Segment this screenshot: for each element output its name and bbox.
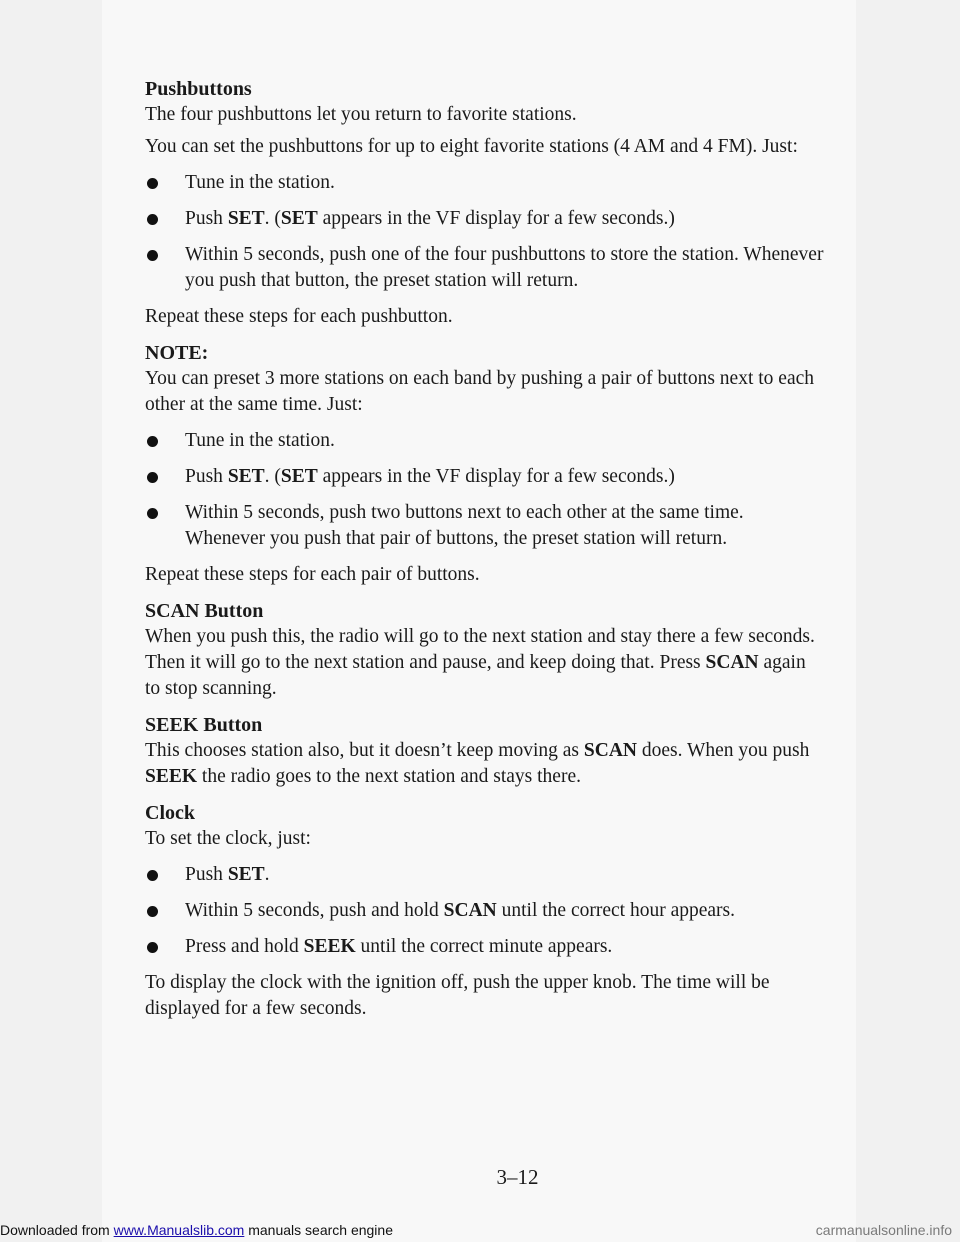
note-section [145,340,825,418]
set-label: SET [227,466,265,487]
bullet-icon [147,178,158,189]
seek-heading: SEEK Button [145,714,263,736]
step-text: . ( [264,208,281,229]
scan-text: again to stop scanning. [145,652,806,699]
bullet-icon [147,436,158,447]
seek-text: This chooses station also, but it doesn’t keep moving as [145,740,584,761]
set-label: SET [227,864,265,885]
step-text: appears in the VF display for a few seconds.) [317,208,675,229]
scan-section [145,598,825,702]
list-item [145,206,825,232]
scan-label: SCAN [583,740,637,761]
note-steps [145,428,825,552]
list-item [145,242,825,294]
note-heading: NOTE: [145,342,209,364]
list-item [145,934,825,960]
seek-section [145,712,825,790]
bullet-icon [147,508,158,519]
list-item [145,464,825,490]
bullet-icon [147,906,158,917]
step-text: until the correct hour appears. [496,900,735,921]
bullet-icon [147,942,158,953]
step-text: Push [185,208,228,229]
set-label: SET [280,466,318,487]
note-text: You can preset 3 more stations on each band by pushing a pair of buttons next to each other at the same time. Just: [145,368,814,415]
step-text: Tune in the station. [185,430,335,451]
step-text: until the correct minute appears. [355,936,613,957]
page-content [145,76,825,1032]
seek-label: SEEK [303,936,356,957]
bullet-icon [147,472,158,483]
scan-text: When you push this, the radio will go to the next station and stay there a few seconds. Then it will go to the next station and pause, and keep doing that. Press [145,626,815,673]
pushbuttons-repeat: Repeat these steps for each pushbutton. [145,306,453,327]
clock-display: To display the clock with the ignition off, push the upper knob. The time will be displayed for a few seconds. [145,972,770,1019]
step-text: Within 5 seconds, push and hold [185,900,444,921]
step-text: Press and hold [185,936,304,957]
seek-text: does. When you push [636,740,810,761]
step-text: Push [185,466,228,487]
download-footer [0,1222,393,1238]
footer-prefix: Downloaded from [0,1222,114,1238]
step-text: Within 5 seconds, push one of the four pushbuttons to store the station. Whenever you push that button, the preset station will return. [185,244,824,291]
page-number: 3–12 [496,1165,539,1189]
clock-heading: Clock [145,802,195,824]
bullet-icon [147,214,158,225]
set-label: SET [227,208,265,229]
scan-label: SCAN [443,900,497,921]
manualslib-link[interactable]: www.Manualslib.com [113,1222,245,1238]
bullet-icon [147,250,158,261]
clock-section [145,800,825,852]
pushbuttons-instruction: You can set the pushbuttons for up to eight favorite stations (4 AM and 4 FM). Just: [145,136,798,157]
pushbuttons-steps [145,170,825,294]
step-text: Within 5 seconds, push two buttons next to each other at the same time. Whenever you push that pair of buttons, the preset station will return. [185,502,744,549]
watermark: carmanualsonline.info [815,1222,952,1238]
step-text: . ( [264,466,281,487]
scan-heading: SCAN Button [145,600,264,622]
seek-label: SEEK [145,766,198,787]
step-text: Push [185,864,228,885]
step-text: Tune in the station. [185,172,335,193]
pushbuttons-section [145,76,825,128]
clock-steps [145,862,825,960]
list-item [145,500,825,552]
step-text: appears in the VF display for a few seconds.) [317,466,675,487]
set-label: SET [280,208,318,229]
list-item [145,170,825,196]
list-item [145,862,825,888]
pushbuttons-intro: The four pushbuttons let you return to favorite stations. [145,104,577,125]
clock-intro: To set the clock, just: [145,828,311,849]
seek-text: the radio goes to the next station and stays there. [197,766,581,787]
pushbuttons-heading: Pushbuttons [145,78,252,100]
list-item [145,898,825,924]
step-text: . [264,864,270,885]
bullet-icon [147,870,158,881]
note-repeat: Repeat these steps for each pair of buttons. [145,564,480,585]
list-item [145,428,825,454]
footer-suffix: manuals search engine [244,1222,393,1238]
page-number-container [0,1165,960,1190]
scan-label: SCAN [705,652,759,673]
